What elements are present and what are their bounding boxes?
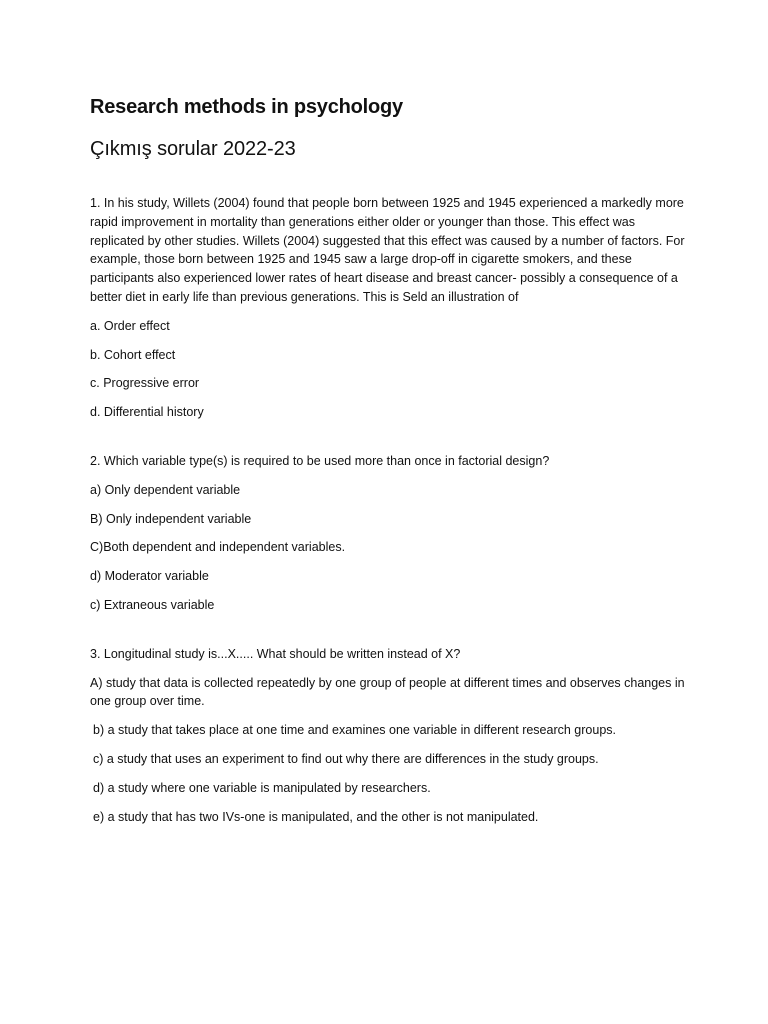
document-content [90,94,690,826]
question-2-option-a: a) Only dependent variable [90,482,241,497]
document-title: Research methods in psychology [90,96,403,118]
question-1-option-d: d. Differential history [90,405,204,420]
question-1-option-a: a. Order effect [90,318,170,333]
question-3-option-d: d) a study where one variable is manipulated by researchers. [93,780,431,795]
question-2 [90,452,690,615]
question-1-text: 1. In his study, Willets (2004) found that people born between 1925 and 1945 experienced a markedly more rapid improvement in mortality than generations either older or younger than those. This effect was replicated by other studies. Willets (2004) suggested that this effect was caused by a number of factors. For example, those born between 1925 and 1945 saw a large drop-off in cigarette smokers, and these participants also experienced lower rates of heart disease and breast cancer- possibly a consequence of a better diet in early life than previous generations. This is Seld an illustration of [90,196,685,304]
question-3-option-c: c) a study that uses an experiment to find out why there are differences in the study groups. [93,751,599,766]
document-subtitle: Çıkmış sorular 2022-23 [90,138,296,160]
question-1-option-b: b. Cohort effect [90,347,176,362]
question-2-option-d: d) Moderator variable [90,569,209,584]
question-3-option-b: b) a study that takes place at one time and examines one variable in different research groups. [93,723,616,738]
question-2-text: 2. Which variable type(s) is required to be used more than once in factorial design? [90,453,550,468]
question-2-option-e: c) Extraneous variable [90,597,215,612]
question-2-option-c: C)Both dependent and independent variables. [90,540,346,555]
question-2-option-b: B) Only independent variable [90,511,252,526]
question-3 [90,645,690,827]
question-3-option-a: A) study that data is collected repeatedly by one group of people at different times and observes changes in one group over time. [90,675,685,709]
question-3-option-e: e) a study that has two IVs-one is manipulated, and the other is not manipulated. [93,809,539,824]
question-1 [90,194,690,422]
question-3-text: 3. Longitudinal study is...X..... What should be written instead of X? [90,646,461,661]
question-1-option-c: c. Progressive error [90,376,200,391]
